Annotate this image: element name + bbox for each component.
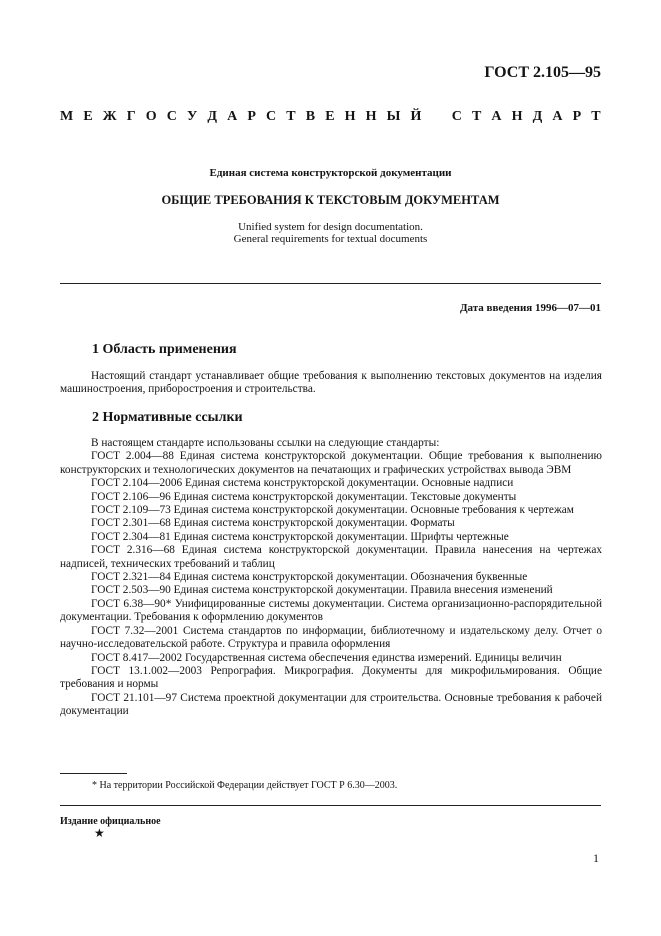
reference-item: ГОСТ 8.417—2002 Государственная система обеспечения единства измерений. Единицы величин xyxy=(91,651,562,664)
heading-letter: О xyxy=(145,109,157,124)
reference-item: ГОСТ 2.316—68 Единая система конструкторской документации. Правила нанесения на чертежах надписей, технических требований и таблиц xyxy=(60,544,602,570)
heading-letter: С xyxy=(266,109,277,124)
reference-item: ГОСТ 6.38—90* Унифицированные системы документации. Система организационно-распорядительной документации. Требования к оформлению документов xyxy=(60,597,602,624)
references-list xyxy=(60,437,602,719)
heading-letter: Ы xyxy=(386,109,401,124)
scope-paragraph xyxy=(60,370,602,397)
reference-item: ГОСТ 2.106—96 Единая система конструкторской документации. Текстовые документы xyxy=(91,490,517,503)
interstate-standard-heading xyxy=(60,109,601,125)
heading-letter: Р xyxy=(247,109,256,124)
title-divider xyxy=(60,283,601,284)
english-title xyxy=(0,221,661,245)
heading-letter: В xyxy=(305,109,316,124)
heading-letter: Й xyxy=(410,109,422,124)
heading-letter: Т xyxy=(471,109,482,124)
footnote: * На территории Российской Федерации действует ГОСТ Р 6.30—2003. xyxy=(92,780,398,791)
star-icon: ★ xyxy=(94,826,105,840)
heading-letter: У xyxy=(187,109,198,124)
heading-letter: Т xyxy=(286,109,296,124)
heading-letter: А xyxy=(227,109,238,124)
heading-letter: Е xyxy=(83,109,93,124)
heading-letter: Р xyxy=(572,109,582,124)
document-title: ОБЩИЕ ТРЕБОВАНИЯ К ТЕКСТОВЫМ ДОКУМЕНТАМ xyxy=(161,193,500,207)
heading-letter: М xyxy=(60,109,74,124)
footer-divider xyxy=(60,805,601,806)
reference-item: ГОСТ 21.101—97 Система проектной документации для строительства. Основные требования к рабочей документации xyxy=(60,691,602,718)
heading-letter: А xyxy=(491,109,502,124)
heading-letter: С xyxy=(166,109,177,124)
introduction-date: Дата введения 1996—07—01 xyxy=(459,302,601,314)
english-title-line: Unified system for design documentation. xyxy=(238,221,423,233)
official-edition-label: Издание официальное xyxy=(60,816,161,827)
heading-letter: Д xyxy=(532,109,543,124)
reference-item: ГОСТ 13.1.002—2003 Репрография. Микрография. Документы для микрофильмирования. Общие требования и нормы xyxy=(60,664,602,691)
heading-letter: Н xyxy=(344,109,356,124)
reference-item: ГОСТ 7.32—2001 Система стандартов по информации, библиотечному и издательскому делу. Отчет о научно-исследовательской работе. Структура и правила оформления xyxy=(60,624,602,651)
heading-letter: Е xyxy=(325,109,335,124)
reference-item: ГОСТ 2.301—68 Единая система конструкторской документации. Форматы xyxy=(91,517,455,530)
reference-item: ГОСТ 2.109—73 Единая система конструкторской документации. Основные требования к чертежам xyxy=(91,504,574,517)
heading-letter: С xyxy=(451,109,462,124)
section-heading-references: 2 Нормативные ссылки xyxy=(92,410,243,425)
heading-letter: Ж xyxy=(102,109,117,124)
reference-item: ГОСТ 2.304—81 Единая система конструкторской документации. Шрифты чертежные xyxy=(91,530,509,543)
heading-letter: А xyxy=(552,109,563,124)
references-intro: В настоящем стандарте использованы ссылки на следующие стандарты: xyxy=(91,437,440,449)
english-title-line: General requirements for textual documents xyxy=(233,233,428,245)
reference-item: ГОСТ 2.503—90 Единая система конструкторской документации. Правила внесения изменений xyxy=(91,584,553,597)
system-title: Единая система конструкторской документации xyxy=(209,167,452,179)
paragraph-text: Настоящий стандарт устанавливает общие требования к выполнению текстовых документов на изделия машиностроения, приборостроения и строительства. xyxy=(60,370,602,396)
heading-letter: Д xyxy=(207,109,218,124)
heading-letter: Г xyxy=(126,109,136,124)
heading-letter: Т xyxy=(591,109,601,124)
reference-item: ГОСТ 2.004—88 Единая система конструкторской документации. Общие требования к выполнению конструкторских и технологических документов на печатающих и графических устройствах вывода ЭВМ xyxy=(60,450,602,476)
heading-letter: Н xyxy=(511,109,523,124)
heading-letter: Н xyxy=(365,109,377,124)
reference-item: ГОСТ 2.321—84 Единая система конструкторской документации. Обозначения буквенные xyxy=(91,571,528,584)
footnote-divider xyxy=(60,773,127,774)
section-heading-scope: 1 Область применения xyxy=(92,342,237,357)
page-number: 1 xyxy=(593,851,599,865)
reference-item: ГОСТ 2.104—2006 Единая система конструкторской документации. Основные надписи xyxy=(91,477,514,490)
gost-number: ГОСТ 2.105—95 xyxy=(484,64,601,81)
